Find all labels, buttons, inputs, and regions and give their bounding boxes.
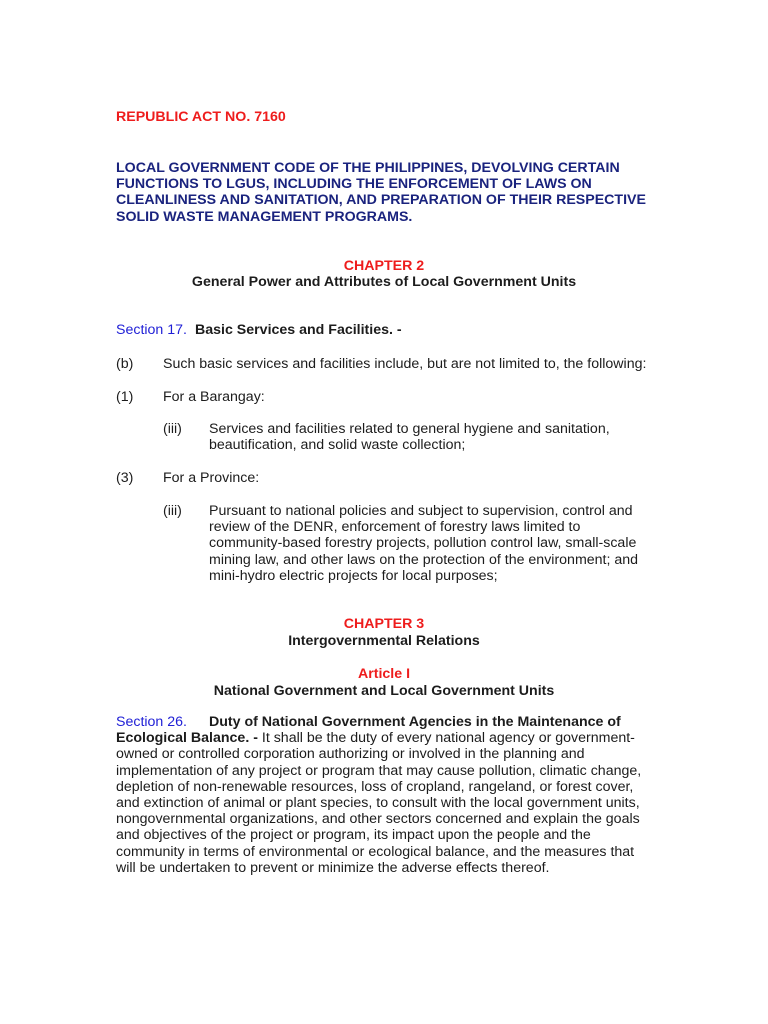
item-b-marker: (b) <box>116 356 134 372</box>
act-title-line: SOLID WASTE MANAGEMENT PROGRAMS. <box>116 208 413 225</box>
section-17-heading <box>116 322 402 338</box>
section-26-body-start: It shall be the duty of every national agency or government- <box>257 730 635 747</box>
chapter-3-label: CHAPTER 3 <box>343 616 425 632</box>
section-26 <box>116 714 656 876</box>
section-26-title: Duty of National Government Agencies in the Maintenance of <box>209 714 621 730</box>
section-26-body-line: implementation of any project or program that may cause pollution, climatic change, <box>116 762 642 779</box>
item-b-text: Such basic services and facilities include, but are not limited to, the following: <box>163 356 647 372</box>
item-1-text: For a Barangay: <box>163 389 265 405</box>
item-3-marker: (3) <box>116 470 134 486</box>
article-title: National Government and Local Government Units <box>213 683 555 699</box>
item-1-marker: (1) <box>116 389 134 405</box>
item-3-text: For a Province: <box>163 470 260 486</box>
item-1-sub-text <box>209 421 639 453</box>
section-26-body-line: owned or controlled corporation authorizing or involved in the planning and <box>116 746 585 763</box>
section-26-body-line: depletion of non-renewable resources, loss of cropland, rangeland, or forest cover, <box>116 778 634 795</box>
act-title <box>116 160 676 225</box>
chapter-2-label: CHAPTER 2 <box>343 258 425 274</box>
section-26-body-line: will be undertaken to prevent or minimize the adverse effects thereof. <box>116 859 550 876</box>
section-26-title-cont: Ecological Balance. - <box>116 730 258 747</box>
section-26-number: Section 26. <box>116 714 187 730</box>
sub-text-line: community-based forestry projects, pollution control law, small-scale <box>209 535 637 552</box>
act-title-line: FUNCTIONS TO LGUS, INCLUDING THE ENFORCEMENT OF LAWS ON <box>116 176 592 193</box>
section-26-body-line: and extinction of animal or plant species, to consult with the local government units, <box>116 795 640 812</box>
section-17-number: Section 17. <box>116 322 187 338</box>
chapter-2-title: General Power and Attributes of Local Government Units <box>191 274 577 290</box>
act-number: REPUBLIC ACT NO. 7160 <box>116 109 286 125</box>
section-26-heading-cont <box>116 730 656 746</box>
article-label: Article I <box>357 666 411 682</box>
section-26-body-line: community in terms of environmental or ecological balance, and the measures that <box>116 843 635 860</box>
sub-text-line: mini-hydro electric projects for local purposes; <box>209 567 498 584</box>
section-26-body-line: nongovernmental organizations, and other sectors concerned and explain the goals <box>116 811 640 828</box>
sub-text-line: Pursuant to national policies and subject to supervision, control and <box>209 503 633 519</box>
item-1-sub-marker: (iii) <box>163 421 182 437</box>
chapter-3-title: Intergovernmental Relations <box>288 633 480 649</box>
sub-text-line: beautification, and solid waste collection; <box>209 437 466 454</box>
item-3-sub-marker: (iii) <box>163 503 182 519</box>
act-title-line: LOCAL GOVERNMENT CODE OF THE PHILIPPINES, DEVOLVING CERTAIN <box>116 160 620 176</box>
section-26-body-line: and objectives of the project or program, its impact upon the people and the <box>116 827 591 844</box>
act-title-line: CLEANLINESS AND SANITATION, AND PREPARATION OF THEIR RESPECTIVE <box>116 192 646 209</box>
sub-text-line: mining law, and other laws on the protection of the environment; and <box>209 551 639 568</box>
section-26-heading <box>116 714 656 730</box>
sub-text-line: review of the DENR, enforcement of forestry laws limited to <box>209 519 581 536</box>
section-17-title: Basic Services and Facilities. - <box>195 322 402 338</box>
sub-text-line: Services and facilities related to general hygiene and sanitation, <box>209 421 610 437</box>
item-3-sub-text <box>209 503 649 584</box>
